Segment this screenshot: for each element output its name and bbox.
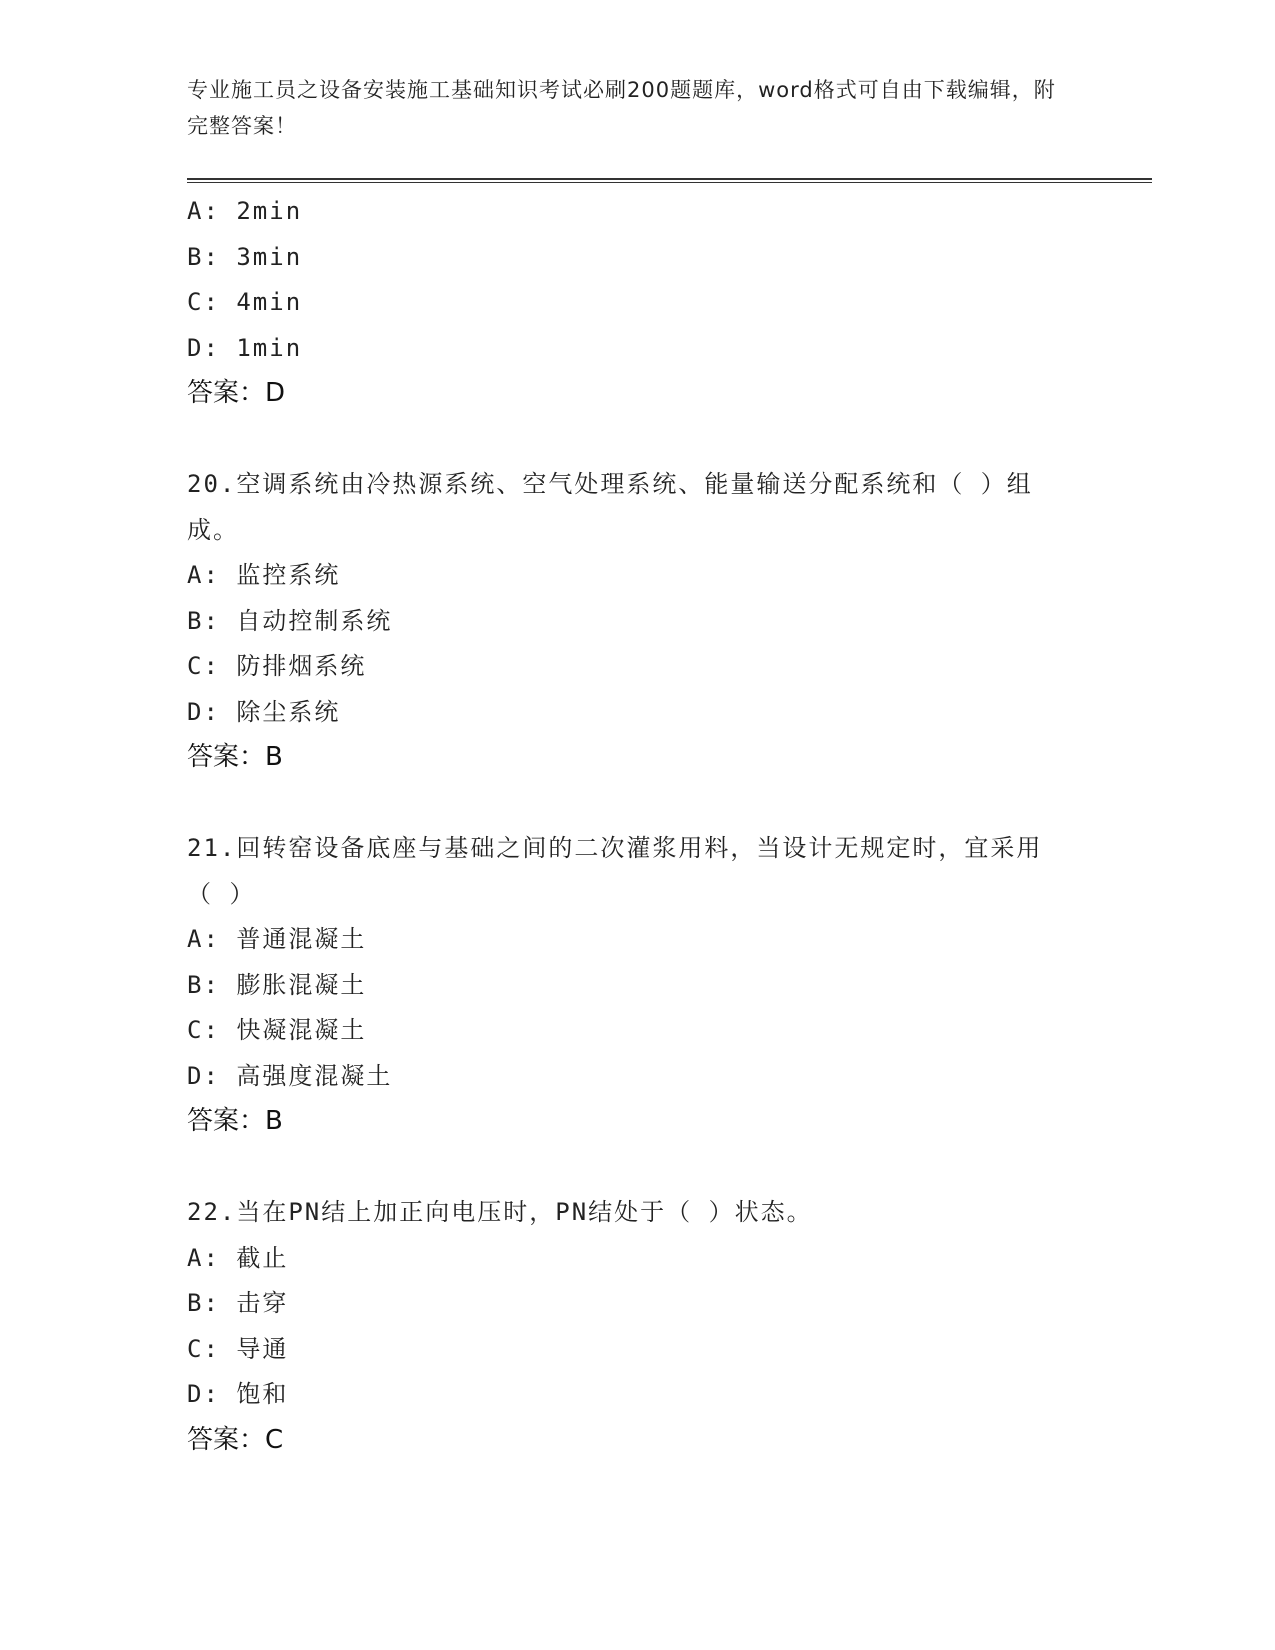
question-22 <box>187 1190 1152 1463</box>
option-a: A: 普通混凝土 <box>187 925 367 953</box>
answer-value: B <box>265 1106 283 1136</box>
answer-line <box>187 1418 1152 1464</box>
question-19-tail <box>187 189 1152 417</box>
option-b: B: 击穿 <box>187 1289 289 1317</box>
answer-value: D <box>265 378 286 408</box>
option-d: D: 除尘系统 <box>187 697 341 726</box>
document-header: 专业施工员之设备安装施工基础知识考试必刷200题题库，word格式可自由下载编辑，附完整答案！ <box>187 78 1056 138</box>
answer-label: 答案： <box>187 742 266 772</box>
spacer <box>187 781 1152 827</box>
answer-line <box>187 371 1152 417</box>
option-b: B: 自动控制系统 <box>187 606 393 635</box>
spacer <box>187 417 1152 463</box>
option-c: C: 快凝混凝土 <box>187 1016 367 1044</box>
spacer <box>187 1145 1152 1191</box>
answer-line <box>187 1099 1152 1145</box>
question-text: 21.回转窑设备底座与基础之间的二次灌浆用料，当设计无规定时，宜采用（ ） <box>187 834 1043 908</box>
question-text: 20.空调系统由冷热源系统、空气处理系统、能量输送分配系统和（ ）组成。 <box>187 470 1033 544</box>
answer-value: C <box>265 1424 284 1455</box>
option-d: D: 饱和 <box>187 1380 289 1408</box>
header-divider <box>187 178 1152 183</box>
option-c: C: 导通 <box>187 1334 289 1363</box>
option-d: D: 高强度混凝土 <box>187 1061 393 1090</box>
answer-line <box>187 735 1152 781</box>
option-c: C: 防排烟系统 <box>187 652 367 680</box>
answer-label: 答案： <box>187 378 266 408</box>
option-b: B: 3min <box>187 242 303 271</box>
option-b: B: 膨胀混凝土 <box>187 970 367 999</box>
option-a: A: 2min <box>187 197 303 225</box>
option-c: C: 4min <box>187 288 303 316</box>
question-20 <box>187 462 1152 781</box>
option-d: D: 1min <box>187 333 303 362</box>
option-a: A: 监控系统 <box>187 561 341 589</box>
answer-value: B <box>265 742 283 772</box>
question-21 <box>187 826 1152 1145</box>
answer-label: 答案： <box>187 1106 266 1136</box>
question-list <box>187 189 1152 1463</box>
question-text: 22.当在PN结上加正向电压时，PN结处于（ ）状态。 <box>187 1198 813 1226</box>
answer-label: 答案： <box>187 1424 266 1455</box>
option-a: A: 截止 <box>187 1243 289 1272</box>
